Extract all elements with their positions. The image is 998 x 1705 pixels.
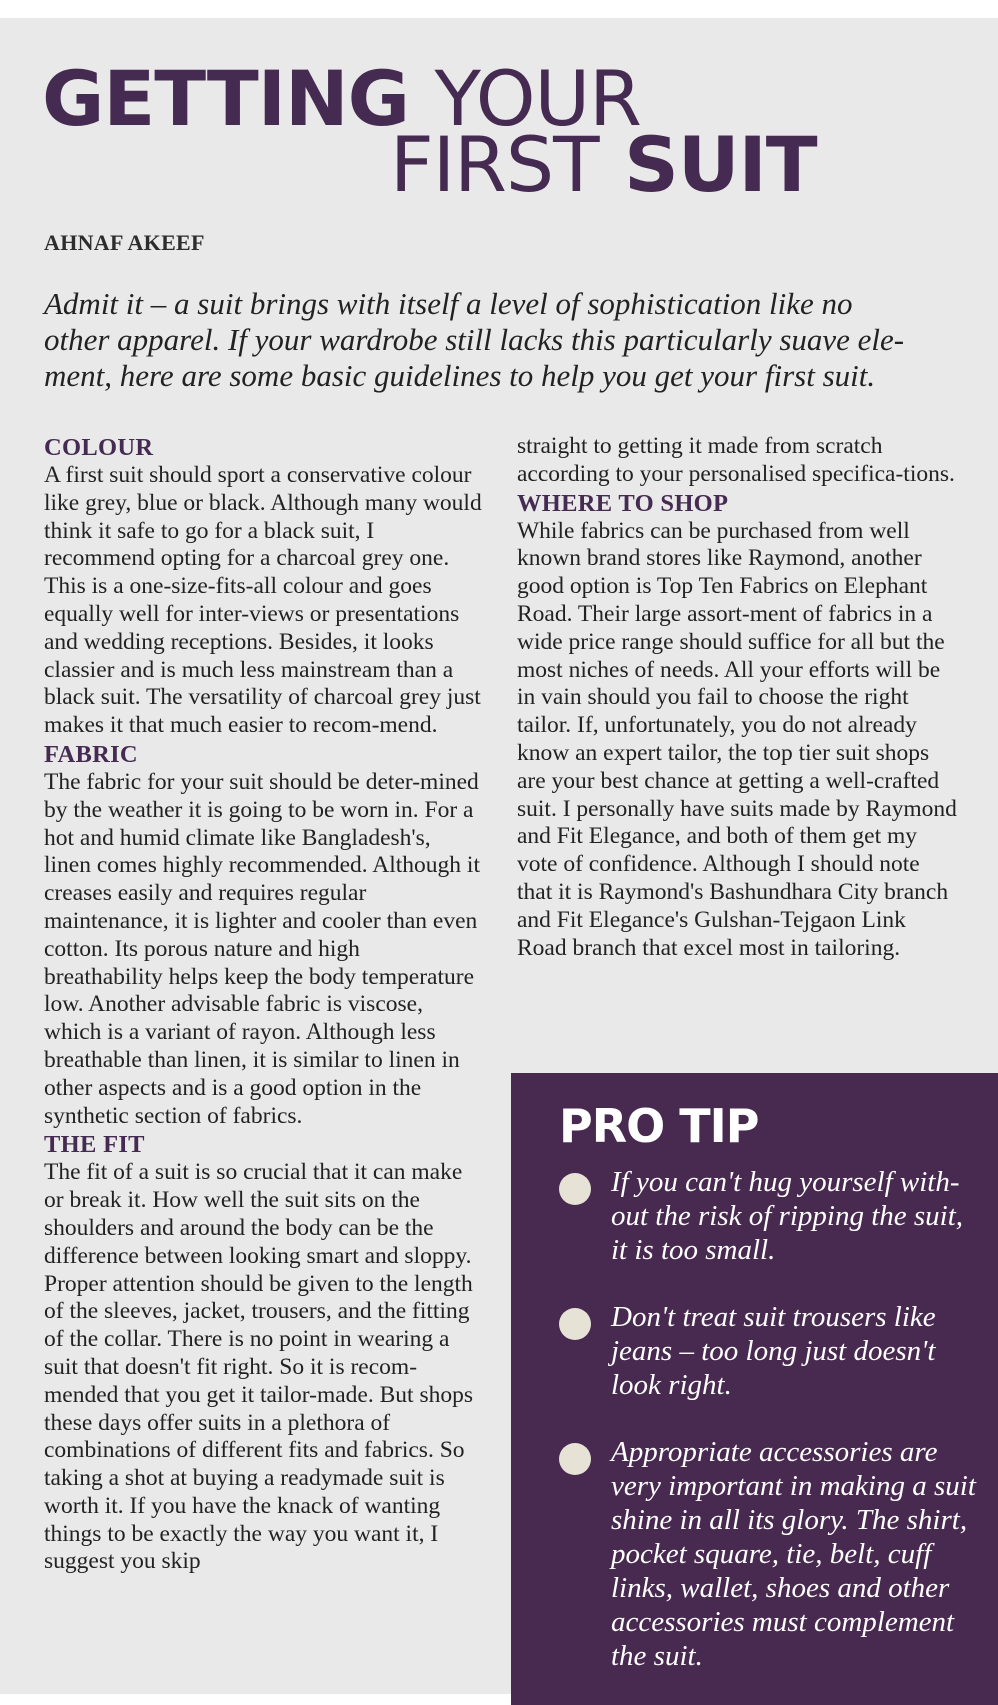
pro-tip-box xyxy=(511,1073,998,1705)
section-heading-where-to-shop: WHERE TO SHOP xyxy=(517,489,729,517)
section-body-fit-continued: straight to getting it made from scratch according to your personalised specifica-tions. xyxy=(517,433,955,487)
headline-word-suit: SUIT xyxy=(624,120,817,209)
left-column xyxy=(44,433,482,1576)
pro-tip-text: Appropriate accessories are very important in making a suit shine in all its glory. The shirt, pocket square, tie, belt, cuff links, wallet, shoes and other accessories must complement the suit. xyxy=(611,1436,976,1672)
section-body-fabric: The fabric for your suit should be deter-mined by the weather it is going to be worn in. For a hot and humid climate like Bangladesh's, linen comes highly recommended. Although it creases easily and requires regular maintenance, it is lighter and cooler than even cotton. Its porous nature and high breathability helps keep the body temperature low. Another advisable fabric is viscose, which is a variant of rayon. Although less breathable than linen, it is similar to linen in other aspects and is a good option in the synthetic section of fabrics. xyxy=(44,768,480,1129)
intro-paragraph: Admit it – a suit brings with itself a level of sophistication like no other apparel. If your wardrobe still lacks this particularly suave ele-ment, here are some basic guidelines to help you get your first suit. xyxy=(44,286,905,393)
headline-word-getting: GETTING xyxy=(42,54,409,143)
bullet-dot-icon xyxy=(559,1308,591,1340)
headline-word-first: FIRST xyxy=(390,120,599,209)
pro-tip-text: Don't treat suit trousers like jeans – too long just doesn't look right. xyxy=(611,1301,936,1401)
byline: AHNAF AKEEF xyxy=(44,230,205,255)
pro-tip-title: PRO TIP xyxy=(559,1099,759,1153)
section-body-fit: The fit of a suit is so crucial that it can make or break it. How well the suit sits on the shoulders and around the body can be the difference between looking smart and sloppy. Proper attention should be given to the length of the sleeves, jacket, trousers, and the fitting of the collar. There is no point in wearing a suit that doesn't fit right. So it is recom-mended that you get it tailor-made. But shops these days offer suits in a plethora of combinations of different fits and fabrics. So taking a shot at buying a readymade suit is worth it. If you have the knack of wanting things to be exactly the way you want it, I suggest you skip xyxy=(44,1159,473,1575)
headline-word-your: YOUR xyxy=(434,54,641,143)
section-body-colour: A first suit should sport a conservative colour like grey, blue or black. Although many would think it safe to go for a black suit, I recommend opting for a charcoal grey one. This is a one-size-fits-all colour and goes equally well for inter-views or presentations and wedding receptions. Besides, it looks classier and is much less mainstream than a black suit. The versatility of charcoal grey just makes it that much easier to recom-mend. xyxy=(44,462,482,739)
section-heading-colour: COLOUR xyxy=(44,434,154,461)
section-heading-fit: THE FIT xyxy=(44,1131,145,1159)
section-body-where-to-shop: While fabrics can be purchased from well known brand stores like Raymond, another good option is Top Ten Fabrics on Elephant Road. Their large assort-ment of fabrics in a wide price range should suffice for all but the most niches of needs. All your efforts will be in vain should you fail to choose the right tailor. If, unfortunately, you do not already know an expert tailor, the top tier suit shops are your best chance at getting a well-crafted suit. I personally have suits made by Raymond and Fit Elegance, and both of them get my vote of confidence. Although I should note that it is Raymond's Bashundhara City branch and Fit Elegance's Gulshan-Tejgaon Link Road branch that excel most in tailoring. xyxy=(517,517,957,961)
headline xyxy=(42,54,817,209)
bullet-dot-icon xyxy=(559,1443,591,1475)
section-heading-fabric: FABRIC xyxy=(44,740,138,768)
article-page xyxy=(0,18,998,1694)
pro-tip-text: If you can't hug yourself with-out the risk of ripping the suit, it is too small. xyxy=(611,1166,964,1266)
right-column xyxy=(517,433,959,962)
bullet-dot-icon xyxy=(559,1173,591,1205)
